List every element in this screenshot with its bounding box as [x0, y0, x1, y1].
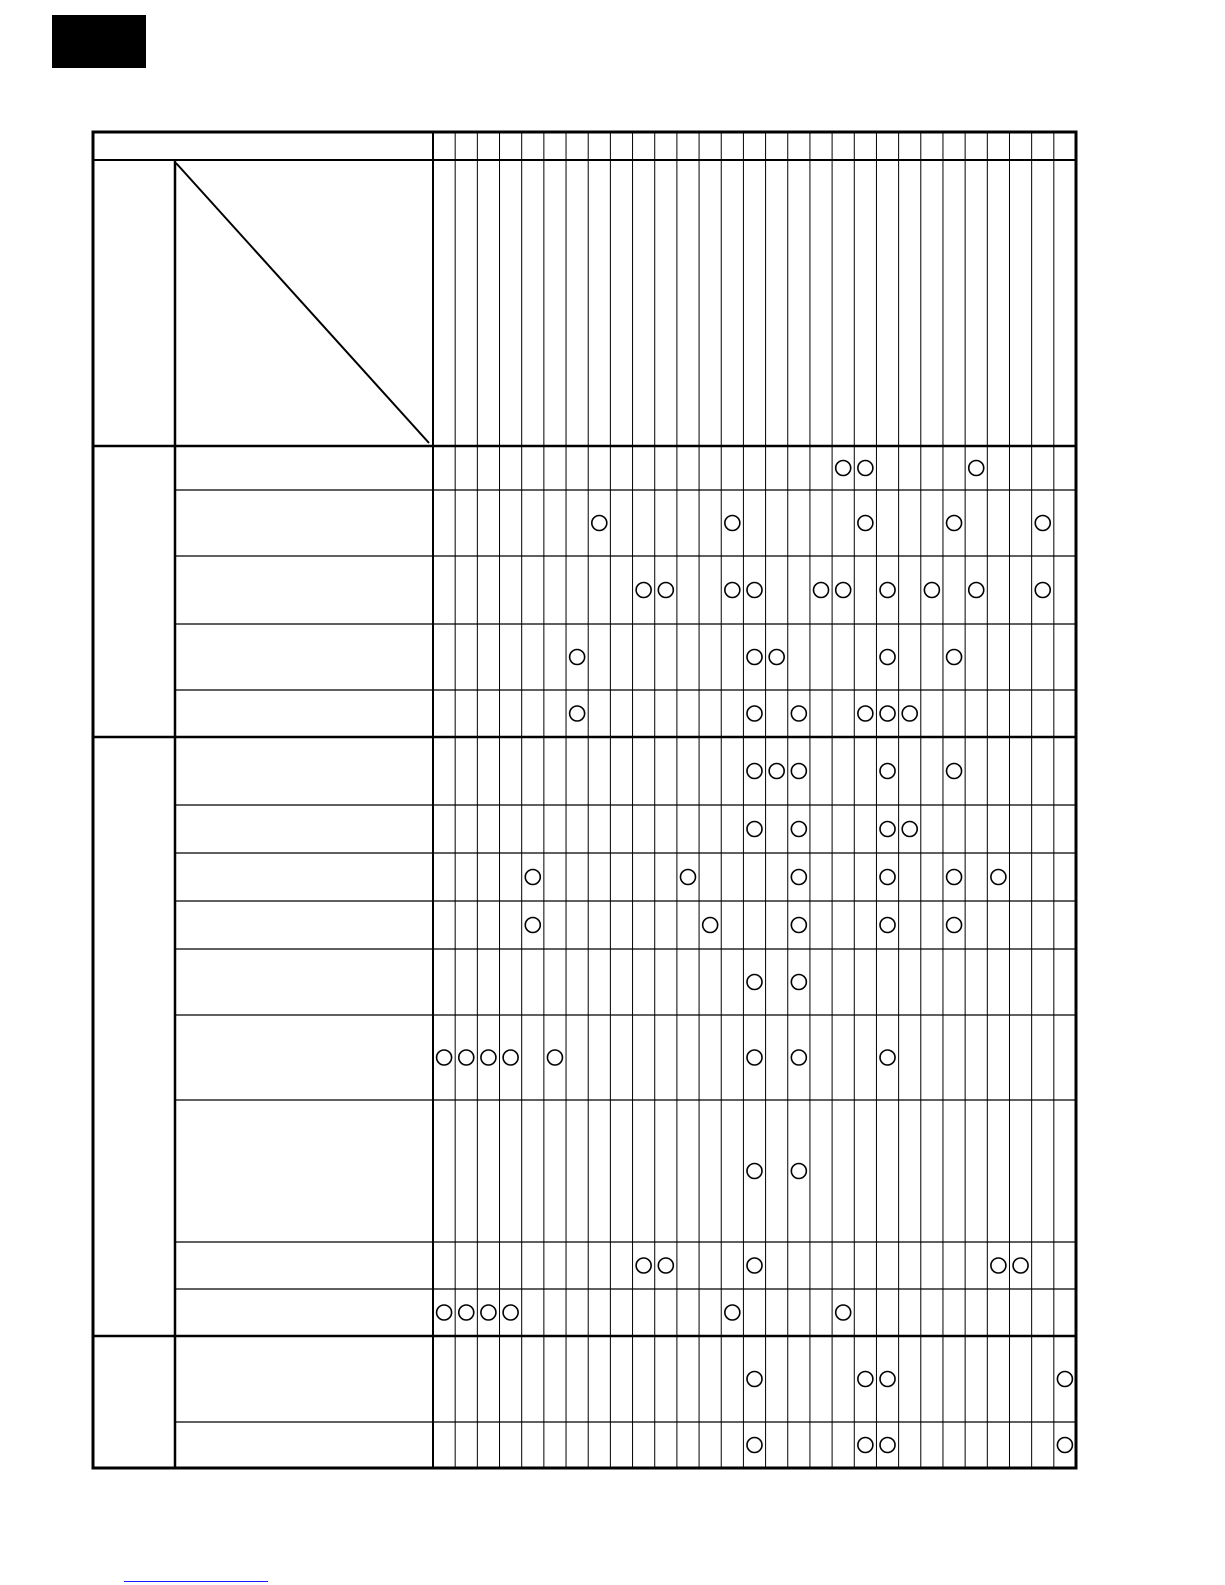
mark-circle [636, 583, 651, 598]
mark-circle [947, 870, 962, 885]
mark-circle [725, 583, 740, 598]
matrix-border [93, 132, 1076, 1468]
mark-circle [814, 583, 829, 598]
mark-circle [503, 1305, 518, 1320]
mark-circle [570, 650, 585, 665]
mark-circle [503, 1050, 518, 1065]
mark-circle [969, 461, 984, 476]
mark-circle [592, 516, 607, 531]
mark-circle [658, 1258, 673, 1273]
mark-circle [947, 918, 962, 933]
mark-circle [747, 764, 762, 779]
mark-circle [1035, 583, 1050, 598]
mark-circle [791, 975, 806, 990]
mark-circle [880, 650, 895, 665]
mark-circle [924, 583, 939, 598]
mark-circle [747, 1258, 762, 1273]
mark-circle [947, 650, 962, 665]
mark-circle [858, 516, 873, 531]
mark-circle [791, 918, 806, 933]
mark-circle [947, 764, 962, 779]
mark-circle [1057, 1372, 1072, 1387]
mark-circle [1057, 1438, 1072, 1453]
mark-circle [437, 1305, 452, 1320]
mark-circle [791, 870, 806, 885]
mark-circle [747, 650, 762, 665]
mark-circle [747, 1438, 762, 1453]
mark-circle [747, 1050, 762, 1065]
corner-diagonal [176, 163, 429, 443]
mark-circle [547, 1050, 562, 1065]
mark-circle [459, 1050, 474, 1065]
mark-circle [747, 706, 762, 721]
mark-circle [570, 706, 585, 721]
mark-circle [880, 822, 895, 837]
mark-circle [747, 1372, 762, 1387]
mark-circle [880, 870, 895, 885]
mark-circle [858, 461, 873, 476]
mark-circle [658, 583, 673, 598]
mark-circle [969, 583, 984, 598]
mark-circle [680, 870, 695, 885]
mark-circle [791, 1050, 806, 1065]
mark-circle [947, 516, 962, 531]
mark-circle [703, 918, 718, 933]
mark-circle [858, 1438, 873, 1453]
mark-circle [880, 1050, 895, 1065]
mark-circle [791, 1164, 806, 1179]
mark-circle [725, 516, 740, 531]
mark-circle [769, 650, 784, 665]
mark-circle [481, 1305, 496, 1320]
mark-circle [791, 764, 806, 779]
mark-circle [1035, 516, 1050, 531]
mark-circle [747, 822, 762, 837]
mark-circle [858, 1372, 873, 1387]
mark-circle [880, 1372, 895, 1387]
mark-circle [437, 1050, 452, 1065]
footer-link[interactable] [124, 1581, 268, 1582]
mark-circle [880, 583, 895, 598]
mark-circle [747, 975, 762, 990]
mark-circle [769, 764, 784, 779]
mark-circle [880, 918, 895, 933]
mark-circle [747, 1164, 762, 1179]
mark-circle [902, 706, 917, 721]
mark-circle [858, 706, 873, 721]
mark-circle [836, 583, 851, 598]
mark-circle [880, 1438, 895, 1453]
mark-circle [459, 1305, 474, 1320]
mark-circle [1013, 1258, 1028, 1273]
mark-circle [991, 1258, 1006, 1273]
mark-circle [636, 1258, 651, 1273]
mark-circle [725, 1305, 740, 1320]
mark-circle [880, 706, 895, 721]
mark-circle [525, 918, 540, 933]
mark-circle [791, 822, 806, 837]
mark-circle [991, 870, 1006, 885]
mark-circle [836, 461, 851, 476]
mark-circle [791, 706, 806, 721]
mark-circle [747, 583, 762, 598]
mark-circle [836, 1305, 851, 1320]
mark-circle [902, 822, 917, 837]
mark-circle [880, 764, 895, 779]
mark-circle [481, 1050, 496, 1065]
mark-circle [525, 870, 540, 885]
